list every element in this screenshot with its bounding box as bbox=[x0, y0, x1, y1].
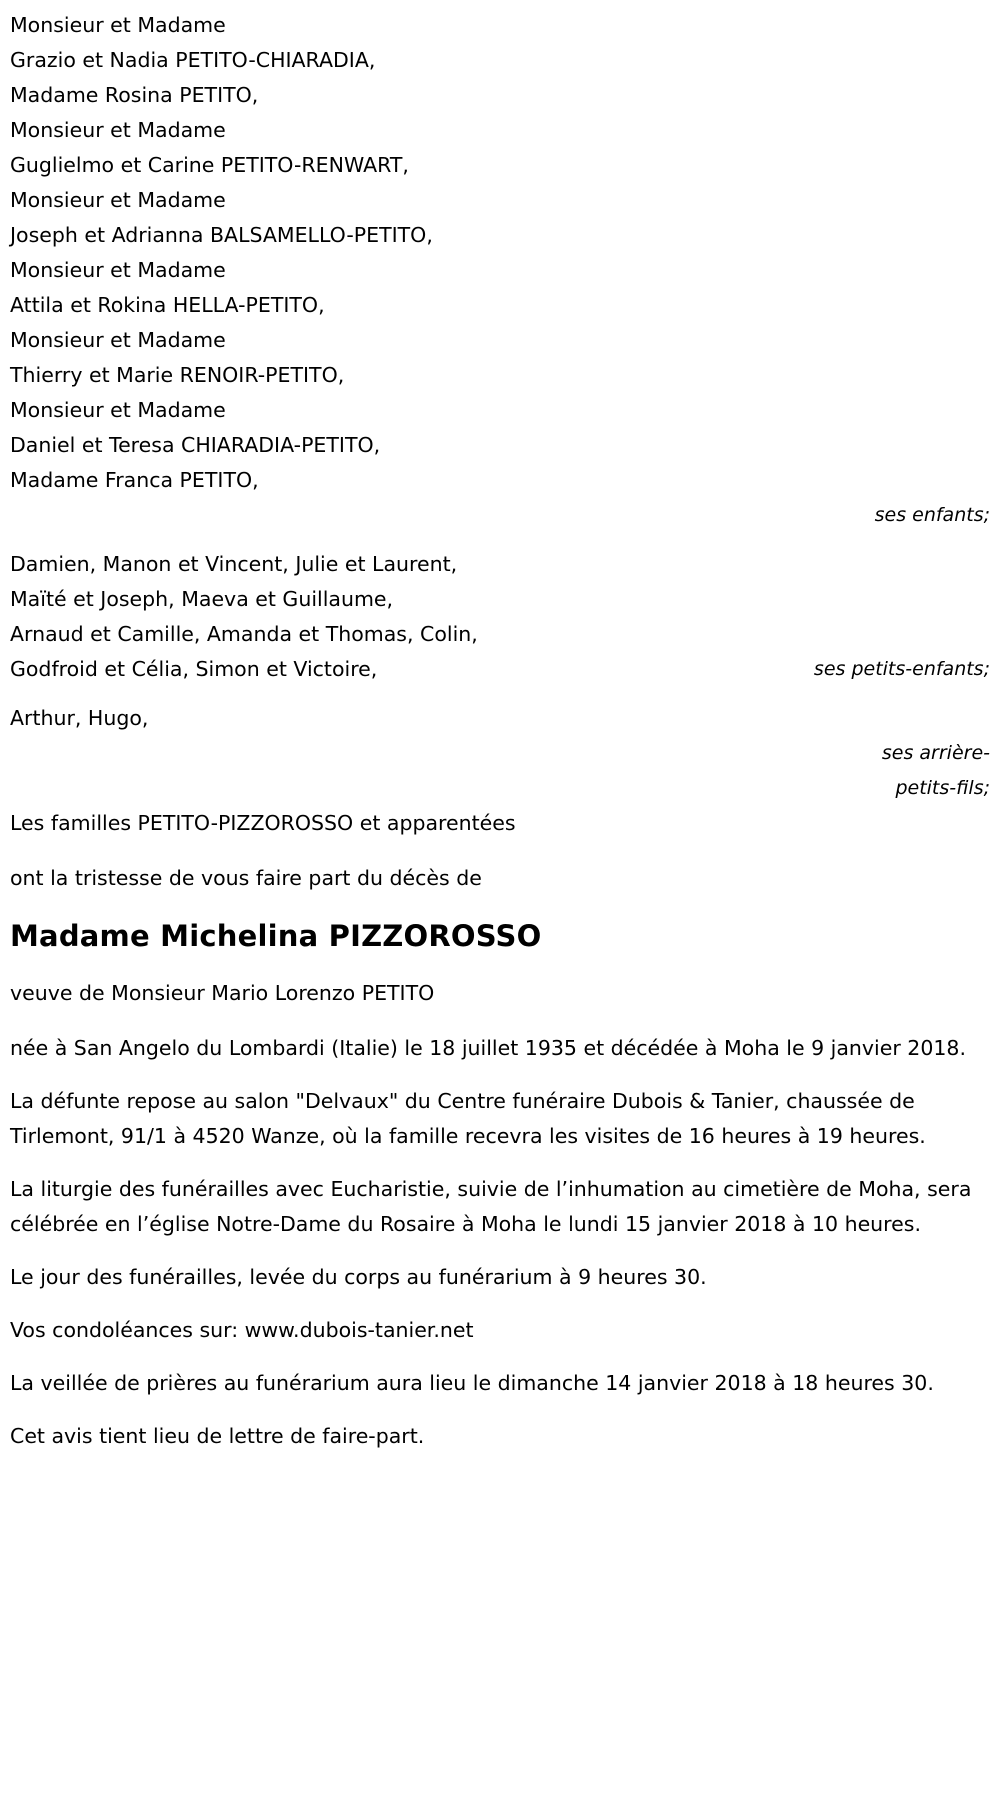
notice-paragraph: La veillée de prières au funérarium aura lieu le dimanche 14 janvier 2018 à 18 heures 30. bbox=[10, 1371, 934, 1395]
children-block bbox=[10, 8, 990, 533]
grandchildren-block bbox=[10, 547, 990, 687]
family-line: Monsieur et Madame bbox=[10, 328, 226, 352]
family-line: Joseph et Adrianna BALSAMELLO-PETITO, bbox=[10, 223, 433, 247]
family-line: Monsieur et Madame bbox=[10, 398, 226, 422]
family-line: Guglielmo et Carine PETITO-RENWART, bbox=[10, 153, 409, 177]
notice-paragraph: Le jour des funérailles, levée du corps au funérarium à 9 heures 30. bbox=[10, 1265, 707, 1289]
spacer bbox=[10, 687, 990, 701]
families-block bbox=[10, 806, 990, 841]
notice-paragraph: Cet avis tient lieu de lettre de faire-part. bbox=[10, 1424, 425, 1448]
notice-paragraph: La liturgie des funérailles avec Eucharistie, suivie de l’inhumation au cimetière de Moha, sera célébrée en l’église Notre-Dame du Rosaire à Moha le lundi 15 janvier 2018 à 10 heures. bbox=[10, 1177, 972, 1236]
family-line: Monsieur et Madame bbox=[10, 13, 226, 37]
grandchild-last-line-row bbox=[10, 652, 990, 687]
family-line: Thierry et Marie RENOIR-PETITO, bbox=[10, 363, 345, 387]
family-line: Madame Rosina PETITO, bbox=[10, 83, 259, 107]
relation-label-children: ses enfants; bbox=[874, 504, 990, 526]
relation-label-greatgrandchildren-line2: petits-fils; bbox=[895, 777, 990, 799]
family-line: Monsieur et Madame bbox=[10, 258, 226, 282]
grandchild-line: Godfroid et Célia, Simon et Victoire, bbox=[10, 657, 378, 681]
families-line: Les familles PETITO-PIZZOROSSO et apparentées bbox=[10, 811, 516, 835]
grandchild-line: Damien, Manon et Vincent, Julie et Laurent, bbox=[10, 552, 458, 576]
relation-label-grandchildren: ses petits-enfants; bbox=[813, 658, 990, 680]
spacer bbox=[10, 956, 990, 976]
relation-label-greatgrandchildren-line1: ses arrière- bbox=[881, 742, 990, 764]
greatgrandchild-line: Arthur, Hugo, bbox=[10, 706, 149, 730]
condolences-paragraph: Vos condoléances sur: www.dubois-tanier.net bbox=[10, 1318, 474, 1342]
deceased-name: Madame Michelina PIZZOROSSO bbox=[10, 919, 542, 953]
greatgrandchildren-block bbox=[10, 701, 990, 806]
spacer bbox=[10, 1011, 990, 1031]
spacer bbox=[10, 896, 990, 916]
family-line: Monsieur et Madame bbox=[10, 118, 226, 142]
family-line: Grazio et Nadia PETITO-CHIARADIA, bbox=[10, 48, 376, 72]
grandchild-line: Maïté et Joseph, Maeva et Guillaume, bbox=[10, 587, 394, 611]
family-line: Monsieur et Madame bbox=[10, 188, 226, 212]
grandchild-line: Arnaud et Camille, Amanda et Thomas, Colin, bbox=[10, 622, 478, 646]
notice-paragraph: La défunte repose au salon "Delvaux" du Centre funéraire Dubois & Tanier, chaussée de Tirlemont, 91/1 à 4520 Wanze, où la famille recevra les visites de 16 heures à 19 heures. bbox=[10, 1089, 926, 1148]
spouse-line: veuve de Monsieur Mario Lorenzo PETITO bbox=[10, 981, 435, 1005]
family-line: Madame Franca PETITO, bbox=[10, 468, 259, 492]
family-line: Attila et Rokina HELLA-PETITO, bbox=[10, 293, 325, 317]
family-line: Daniel et Teresa CHIARADIA-PETITO, bbox=[10, 433, 381, 457]
spacer bbox=[10, 841, 990, 861]
notice-paragraph: née à San Angelo du Lombardi (Italie) le 18 juillet 1935 et décédée à Moha le 9 janvier 2018. bbox=[10, 1036, 966, 1060]
spacer bbox=[10, 533, 990, 547]
announcement-intro: ont la tristesse de vous faire part du décès de bbox=[10, 866, 482, 890]
